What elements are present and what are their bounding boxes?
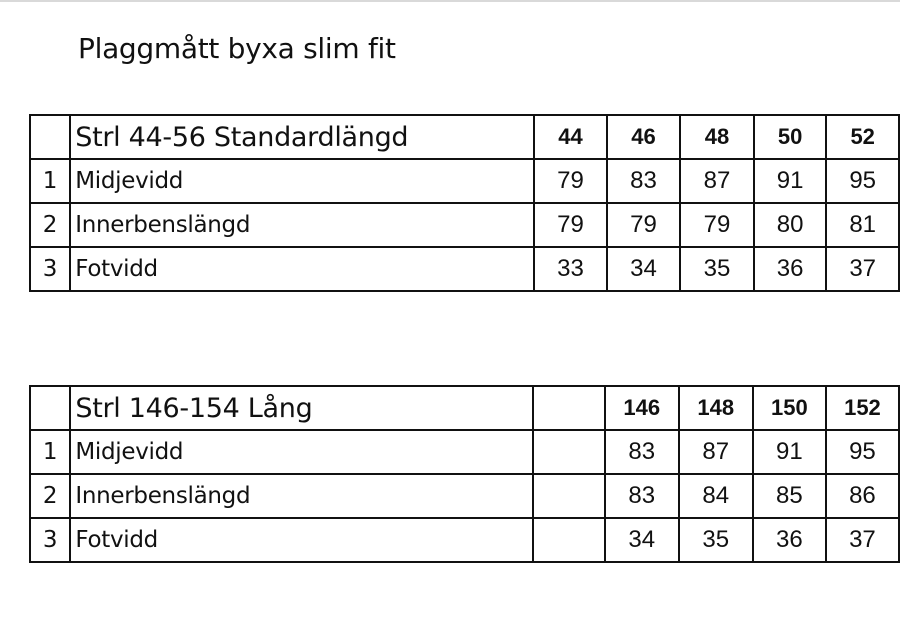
table-header-row	[30, 386, 899, 430]
size-header: 50	[754, 115, 827, 159]
row-number: 3	[30, 247, 70, 291]
table-row	[30, 159, 899, 203]
size-header: 152	[826, 386, 899, 430]
value-cell: 35	[680, 247, 754, 291]
value-cell: 36	[753, 518, 826, 562]
value-cell: 87	[679, 430, 753, 474]
value-cell: 80	[754, 203, 827, 247]
row-number: 2	[30, 203, 70, 247]
size-header: 146	[605, 386, 679, 430]
size-header: 150	[753, 386, 826, 430]
value-cell: 83	[605, 474, 679, 518]
value-cell	[533, 430, 605, 474]
corner-cell	[30, 115, 70, 159]
value-cell	[533, 474, 605, 518]
row-number: 1	[30, 430, 70, 474]
row-number: 1	[30, 159, 70, 203]
row-number: 2	[30, 474, 70, 518]
value-cell: 33	[534, 247, 607, 291]
size-header	[533, 386, 605, 430]
corner-cell	[30, 386, 70, 430]
top-border	[0, 0, 900, 2]
size-header: 148	[679, 386, 753, 430]
row-label: Innerbenslängd	[70, 203, 534, 247]
size-table-standard	[29, 114, 900, 292]
value-cell: 95	[826, 159, 899, 203]
table-heading: Strl 146-154 Lång	[70, 386, 532, 430]
value-cell: 86	[826, 474, 899, 518]
table-row	[30, 518, 899, 562]
value-cell: 36	[754, 247, 827, 291]
value-cell: 34	[605, 518, 679, 562]
size-header: 44	[534, 115, 607, 159]
value-cell: 81	[826, 203, 899, 247]
value-cell: 95	[826, 430, 899, 474]
value-cell: 83	[605, 430, 679, 474]
table-header-row	[30, 115, 899, 159]
table-row	[30, 430, 899, 474]
value-cell: 79	[534, 203, 607, 247]
row-label: Innerbenslängd	[70, 474, 532, 518]
value-cell: 85	[753, 474, 826, 518]
row-label: Midjevidd	[70, 430, 532, 474]
value-cell: 91	[754, 159, 827, 203]
value-cell: 34	[607, 247, 681, 291]
value-cell: 79	[607, 203, 681, 247]
table-row	[30, 247, 899, 291]
page-title: Plaggmått byxa slim fit	[78, 32, 396, 65]
value-cell	[533, 518, 605, 562]
value-cell: 87	[680, 159, 754, 203]
size-header: 48	[680, 115, 754, 159]
value-cell: 79	[680, 203, 754, 247]
size-header: 46	[607, 115, 681, 159]
table-heading: Strl 44-56 Standardlängd	[70, 115, 534, 159]
value-cell: 83	[607, 159, 681, 203]
row-number: 3	[30, 518, 70, 562]
row-label: Fotvidd	[70, 518, 532, 562]
table-row	[30, 474, 899, 518]
size-table-long	[29, 385, 900, 563]
row-label: Fotvidd	[70, 247, 534, 291]
value-cell: 91	[753, 430, 826, 474]
value-cell: 37	[826, 247, 899, 291]
table-row	[30, 203, 899, 247]
value-cell: 37	[826, 518, 899, 562]
value-cell: 84	[679, 474, 753, 518]
value-cell: 79	[534, 159, 607, 203]
row-label: Midjevidd	[70, 159, 534, 203]
size-header: 52	[826, 115, 899, 159]
value-cell: 35	[679, 518, 753, 562]
